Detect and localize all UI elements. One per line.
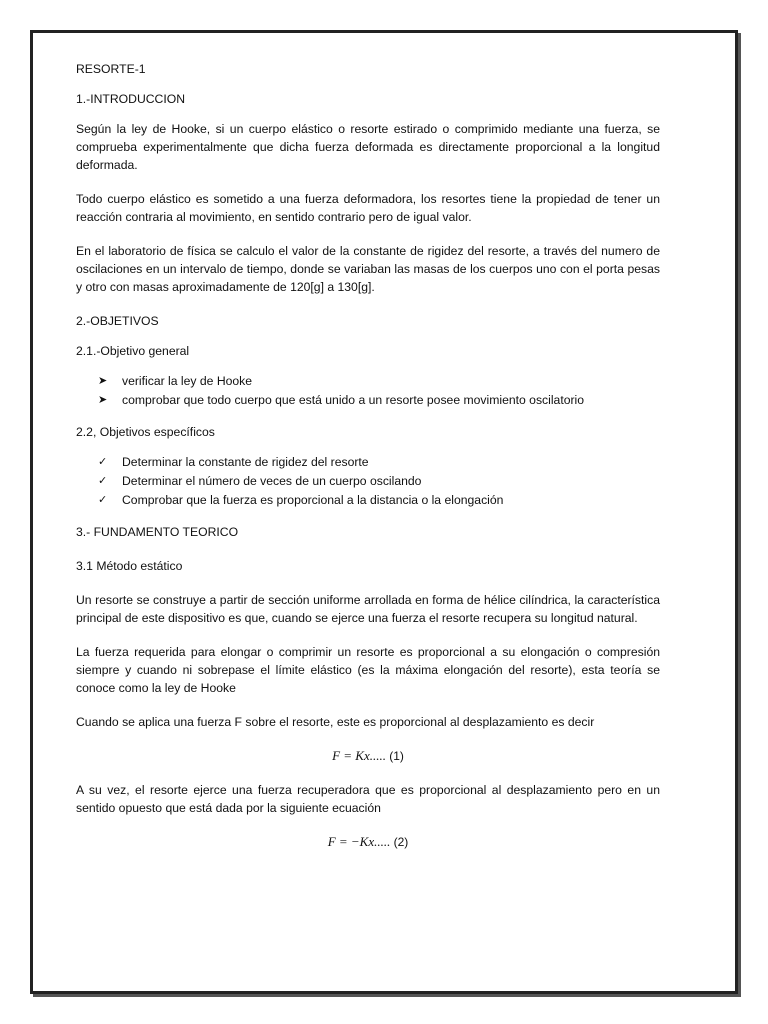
- document-title: RESORTE-1: [76, 62, 146, 76]
- checkmark-bullet-icon: ✓: [98, 456, 108, 468]
- equation-1: [76, 747, 660, 765]
- heading-introduccion: 1.-INTRODUCCION: [76, 92, 186, 106]
- checkmark-bullet-icon: ✓: [98, 494, 108, 506]
- equation-1-formula: F = Kx.....: [332, 748, 386, 763]
- list-item-text: Determinar la constante de rigidez del resorte: [122, 455, 369, 469]
- list-item-text: Comprobar que la fuerza es proporcional a la distancia o la elongación: [122, 493, 504, 507]
- heading-objetivos: 2.-OBJETIVOS: [76, 314, 159, 328]
- arrowhead-bullet-icon: ➤: [98, 375, 108, 387]
- paragraph-metodo-2: La fuerza requerida para elongar o comprimir un resorte es proporcional a su elongación o compresión siempre y cuando ni sobrepase el límite elástico (es la máxima elongación del resorte), esta teoría se conoce como la ley de Hooke: [76, 645, 660, 695]
- paragraph-metodo-1: Un resorte se construye a partir de sección uniforme arrollada en forma de hélice cilíndrica, la característica principal de este dispositivo es que, cuando se ejerce una fuerza el resorte recupera su longitud natural.: [76, 593, 660, 625]
- list-item-text: comprobar que todo cuerpo que está unido a un resorte posee movimiento oscilatorio: [122, 393, 585, 407]
- paragraph-metodo-4: A su vez, el resorte ejerce una fuerza recuperadora que es proporcional al desplazamiento pero en un sentido opuesto que está dada por la siguiente ecuación: [76, 783, 660, 815]
- equation-2-formula: F = −Kx.....: [327, 834, 391, 849]
- heading-objetivos-especificos: 2.2, Objetivos específicos: [76, 425, 215, 439]
- list-item: [98, 453, 660, 471]
- arrowhead-bullet-icon: ➤: [98, 394, 108, 406]
- list-item: [98, 391, 660, 409]
- list-item: [98, 491, 660, 509]
- paragraph-intro-2: Todo cuerpo elástico es sometido a una fuerza deformadora, los resortes tiene la propiedad de tener un reacción contraria al movimiento, en sentido contrario pero de igual valor.: [76, 192, 660, 224]
- heading-metodo-estatico: 3.1 Método estático: [76, 559, 183, 573]
- equation-2-number: (2): [393, 835, 409, 849]
- objetivo-general-list: [76, 372, 660, 409]
- heading-objetivo-general: 2.1.-Objetivo general: [76, 344, 190, 358]
- checkmark-bullet-icon: ✓: [98, 475, 108, 487]
- list-item-text: Determinar el número de veces de un cuerpo oscilando: [122, 474, 422, 488]
- equation-2: [76, 833, 660, 851]
- paragraph-metodo-3: Cuando se aplica una fuerza F sobre el resorte, este es proporcional al desplazamiento es decir: [76, 715, 595, 729]
- document-body: [76, 60, 660, 867]
- equation-1-number: (1): [389, 749, 404, 763]
- list-item-text: verificar la ley de Hooke: [122, 374, 253, 388]
- list-item: [98, 472, 660, 490]
- paragraph-intro-1: Según la ley de Hooke, si un cuerpo elástico o resorte estirado o comprimido mediante una fuerza, se comprueba experimentalmente que dicha fuerza deformada es directamente proporcional a la longitud deformada.: [76, 122, 660, 172]
- heading-fundamento-teorico: 3.- FUNDAMENTO TEORICO: [76, 525, 239, 539]
- paragraph-intro-3: En el laboratorio de física se calculo el valor de la constante de rigidez del resorte, a través del numero de oscilaciones en un intervalo de tiempo, donde se variaban las masas de los cuerpos uno con el porta pesas y otro con masas aproximadamente de 120[g] a 130[g].: [76, 244, 660, 294]
- list-item: [98, 372, 660, 390]
- objetivos-especificos-list: [76, 453, 660, 509]
